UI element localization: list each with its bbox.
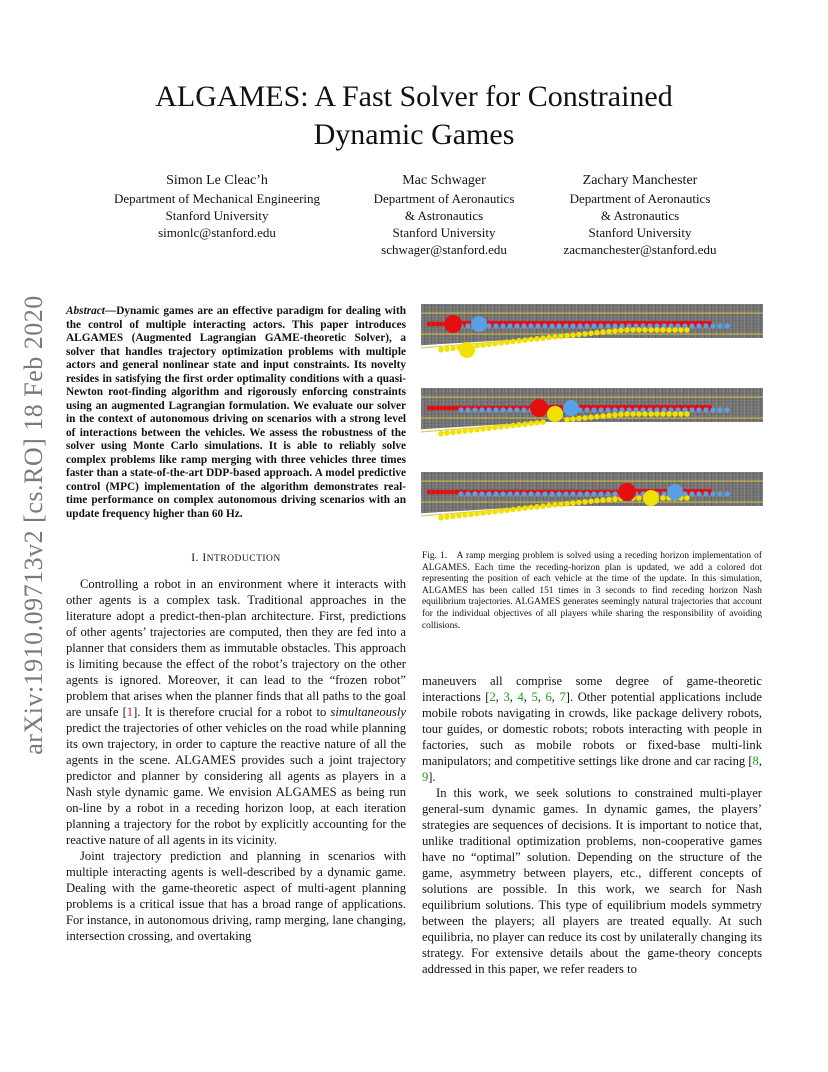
yellow-trail-dot [480,426,486,432]
blue-trail-dot [521,407,526,412]
yellow-trail-dot [636,411,642,417]
yellow-trail-dot [456,429,462,435]
text-run: ]. Other potential applications include mobile robots navigating in crowds, like package delivery robots, tour guides, or domestic robots; robots interacting with people in factories, such as mobile robots or fixed-base multi-link manipulators; and competitive settings like drone and car racing [ [422,690,763,768]
author-name: Mac Schwager [402,173,486,188]
yellow-trail-dot [630,411,636,417]
blue-trail-dot [598,407,603,412]
blue-trail-dot [703,323,708,328]
yellow-trail-dot [570,332,576,338]
blue-trail-dot [710,323,715,328]
panel-1-graphics [421,304,763,362]
section-number: I. [191,552,203,564]
panel-2-graphics [421,388,763,446]
blue-trail-dot [507,491,512,496]
arxiv-identifier: arXiv:1910.09713v2 [cs.RO] 18 Feb 2020 [19,295,48,755]
yellow-trail-dot [486,425,492,431]
yellow-trail-dot [612,412,618,418]
author-affiliation: Stanford University [392,225,496,240]
yellow-trail-dot [534,336,540,342]
blue-trail-dot [724,491,729,496]
yellow-trail-dot [636,495,642,501]
yellow-trail-dot [582,331,588,337]
yellow-trail-dot [498,508,504,514]
author-email: schwager@stanford.edu [381,242,507,257]
text-run: ]. It is therefore crucial for a robot to [133,705,331,719]
yellow-trail-dot [522,421,528,427]
blue-trail-dot [612,323,617,328]
yellow-trail-dot [588,415,594,421]
yellow-trail-dot [516,506,522,512]
paragraph-3: maneuvers all comprise some degree of game-theoretic interactions [2, 3, 4, 5, 6, 7]. Other potential applications include mobile robots navigating in crowds, like package delivery robots, tour guides, or domestic robots; robots interacting with people in factories, such as mobile robots or fixed-base multi-link manipulators; and competitive settings like drone and car racing [8, 9]. [422,674,763,784]
panel-3-graphics [421,472,763,530]
blue-trail-dot [584,407,589,412]
yellow-trail-dot [522,505,528,511]
caption-text: A ramp merging problem is solved using a receding horizon implementation of ALGAMES. Each time the receding-horizon plan is updated, we add a colored dot representing the position of each vehicle at the time of the update. In this simulation, ALGAMES has been called 151 times in 3 seconds to find receding horizon Nash equilibrium trajectories. ALGAMES generates seemingly natural trajectories that account for the individual objectives of all players while sharing the responsibility of avoiding collisions. [422,551,762,631]
yellow-trail-dot [498,340,504,346]
section-title-rest: NTRODUCTION [206,554,281,564]
blue-trail-dot [500,407,505,412]
blue-trail-dot [493,491,498,496]
blue-trail-dot [598,323,603,328]
section-heading-introduction [66,552,406,564]
yellow-trail-dot [600,413,606,419]
yellow-trail-dot [468,428,474,434]
yellow-trail-dot [480,510,486,516]
text-run: Controlling a robot in an environment where it interacts with other agents is a complex task. Traditional approaches in the literature adopt a predict-then-plan architecture. First, predictions of other agents’ trajectories are computed, then they are fed into a planner that considers them as immutable obstacles. This approach is limiting because the effect of the robot’s trajectory on the other agents is ignored. Moreover, it can lead to the “frozen robot” problem that arises when the planner finds that all paths to the goal are unsafe [ [66,577,406,719]
blue-trail-dot [584,323,589,328]
yellow-vehicle [643,490,659,506]
yellow-trail-dot [642,327,648,333]
blue-trail-dot [486,323,491,328]
yellow-trail-dot [660,327,666,333]
paper-title [60,78,768,154]
yellow-trail-dot [492,509,498,515]
author-email: simonlc@stanford.edu [158,225,276,240]
yellow-trail-dot [450,514,456,520]
yellow-trail-dot [474,343,480,349]
yellow-trail-dot [462,428,468,434]
yellow-vehicle [459,342,475,358]
author-affiliation: & Astronautics [600,208,680,223]
blue-trail-dot [493,323,498,328]
blue-trail-dot [577,491,582,496]
blue-trail-dot [556,323,561,328]
yellow-trail-dot [546,335,552,341]
abstract-label: Abstract [66,305,105,317]
yellow-trail-dot [444,430,450,436]
yellow-trail-dot [438,347,444,353]
yellow-trail-dot [552,502,558,508]
left-column-text [66,576,406,944]
yellow-trail-dot [684,411,690,417]
yellow-trail-dot [576,500,582,506]
blue-trail-dot [528,323,533,328]
yellow-trail-dot [618,412,624,418]
blue-trail-dot [479,407,484,412]
yellow-trail-dot [654,327,660,333]
yellow-trail-dot [654,411,660,417]
yellow-trail-dot [486,341,492,347]
yellow-trail-dot [606,413,612,419]
yellow-trail-dot [474,511,480,517]
yellow-trail-dot [486,509,492,515]
blue-trail-dot [689,491,694,496]
yellow-trail-dot [684,495,690,501]
figure-caption [422,551,762,632]
yellow-trail-dot [510,339,516,345]
yellow-trail-dot [540,419,546,425]
yellow-trail-dot [672,327,678,333]
yellow-trail-dot [594,330,600,336]
blue-vehicle [563,400,579,416]
yellow-trail-dot [594,414,600,420]
blue-trail-dot [696,323,701,328]
yellow-trail-dot [528,337,534,343]
blue-trail-dot [689,407,694,412]
yellow-trail-dot [462,512,468,518]
blue-trail-dot [570,491,575,496]
yellow-trail-dot [552,334,558,340]
author-affiliation: & Astronautics [404,208,484,223]
citation-link[interactable]: 9 [422,770,429,784]
text-run: ]. [428,770,436,784]
yellow-trail-dot [636,327,642,333]
blue-trail-dot [612,491,617,496]
blue-trail-dot [542,491,547,496]
blue-trail-dot [507,407,512,412]
blue-trail-dot [563,491,568,496]
citation-link[interactable]: 7 [559,690,566,704]
blue-trail-dot [605,323,610,328]
yellow-trail-dot [522,337,528,343]
yellow-trail-dot [588,499,594,505]
citation-link[interactable]: 8 [752,754,759,768]
abstract [66,305,406,521]
blue-trail-dot [479,491,484,496]
yellow-trail-dot [540,503,546,509]
yellow-trail-dot [474,427,480,433]
yellow-trail-dot [492,341,498,347]
yellow-trail-dot [582,499,588,505]
author-block-1 [97,172,337,241]
yellow-trail-dot [600,497,606,503]
yellow-trail-dot [648,327,654,333]
yellow-trail-dot [534,504,540,510]
yellow-trail-dot [540,335,546,341]
simulation-panel-3 [421,472,763,530]
section-initial: I [202,552,207,564]
yellow-trail-dot [534,420,540,426]
blue-trail-dot [591,491,596,496]
blue-trail-dot [535,323,540,328]
blue-trail-dot [514,491,519,496]
citation-link[interactable]: 2 [489,690,496,704]
blue-trail-dot [689,323,694,328]
blue-trail-dot [542,323,547,328]
author-affiliation: Stanford University [588,225,692,240]
text-run: predict the trajectories of other vehicles on the road while planning its own trajectory, in order to capture the reactive nature of all the agents in the scene. ALGAMES provides such a joint trajectory predictor and planner by considering all agents as players in a Nash style dynamic game. We envision ALGAMES as being run on-line by a robot in a receding horizon loop, at each iteration planning a trajectory for the robot by explicitly accounting for the reactive nature of all agents in its vicinity. [66,721,406,847]
blue-trail-dot [472,407,477,412]
yellow-trail-dot [444,514,450,520]
blue-trail-dot [500,491,505,496]
yellow-trail-dot [528,505,534,511]
blue-trail-dot [696,491,701,496]
abstract-text: —Dynamic games are an effective paradigm for dealing with the control of multiple interacting actors. This paper introduces ALGAMES (Augmented Lagrangian GAME-theoretic Solver), a solver that handles trajectory optimization problems with multiple actors and general nonlinear state and input constraints. Its novelty resides in satisfying the first order optimality conditions with a quasi-Newton root-finding algorithm and rigorously enforcing constraints using an augmented Lagrangian formulation. We evaluate our solver in the context of autonomous driving on scenarios with a strong level of interactions between the vehicles. We assess the robustness of the solver using Monte Carlo simulations. It is able to reliably solve complex problems like ramp merging with three vehicles three times faster than a state-of-the-art DDP-based approach. A model predictive control (MPC) implementation of the algorithm demonstrates real-time performance on complex autonomous driving scenarios with an update frequency higher than 60 Hz. [66,305,406,520]
yellow-trail-dot [546,503,552,509]
blue-trail-dot [521,491,526,496]
blue-trail-dot [465,323,470,328]
yellow-trail-dot [624,327,630,333]
blue-trail-dot [535,491,540,496]
blue-trail-dot [577,323,582,328]
blue-trail-dot [465,407,470,412]
yellow-trail-dot [612,496,618,502]
yellow-trail-dot [660,411,666,417]
yellow-trail-dot [504,423,510,429]
yellow-trail-dot [666,411,672,417]
yellow-trail-dot [576,332,582,338]
ramp-merge-figure [421,304,763,536]
blue-trail-dot [514,407,519,412]
yellow-vehicle [547,406,563,422]
paragraph-4: In this work, we seek solutions to constrained multi-player general-sum dynamic games. In dynamic games, the players’ strategies are sequences of decisions. It is important to notice that, unlike traditional optimization problems, non-cooperative games have no “optimal” solution. Depending on the structure of the game, asymmetry between players, etc., different concepts of solutions are possible. In this work, we search for Nash equilibrium solutions. This type of equilibrium models symmetry between the players; all players are treated equally. At such equilibria, no player can reduce its cost by unilaterally changing its strategy. For extensive details about the game-theory concepts addressed in this paper, we refer readers to [422,786,762,976]
blue-trail-dot [584,491,589,496]
yellow-trail-dot [600,329,606,335]
blue-trail-dot [605,407,610,412]
yellow-trail-dot [516,422,522,428]
simulation-panel-1 [421,304,763,362]
yellow-trail-dot [438,515,444,521]
author-affiliation: Department of Mechanical Engineering [113,191,321,206]
yellow-trail-dot [480,342,486,348]
paragraph-1 [66,576,406,848]
red-vehicle [618,483,636,501]
blue-trail-dot [507,323,512,328]
author-name: Zachary Manchester [582,173,698,188]
blue-trail-dot [605,491,610,496]
yellow-trail-dot [606,497,612,503]
author-affiliation: Department of Aeronautics [569,191,711,206]
author-block-3 [520,172,760,258]
blue-trail-dot [556,491,561,496]
yellow-trail-dot [558,502,564,508]
citation-link[interactable]: 4 [517,690,524,704]
yellow-trail-dot [504,339,510,345]
yellow-trail-dot [564,417,570,423]
yellow-trail-dot [618,328,624,334]
blue-trail-dot [703,407,708,412]
blue-trail-dot [703,491,708,496]
blue-trail-dot [570,323,575,328]
blue-trail-dot [514,323,519,328]
yellow-trail-dot [564,501,570,507]
blue-trail-dot [500,323,505,328]
yellow-trail-dot [528,421,534,427]
blue-trail-dot [591,407,596,412]
blue-trail-dot [612,407,617,412]
yellow-trail-dot [606,329,612,335]
yellow-trail-dot [516,338,522,344]
yellow-trail-dot [504,507,510,513]
blue-vehicle [471,316,487,332]
yellow-trail-dot [678,327,684,333]
citation-link[interactable]: 5 [531,690,538,704]
yellow-trail-dot [450,430,456,436]
caption-label: Fig. 1. [422,551,448,561]
yellow-trail-dot [576,416,582,422]
yellow-trail-dot [564,333,570,339]
red-vehicle [444,315,462,333]
blue-trail-dot [521,323,526,328]
red-vehicle [530,399,548,417]
blue-trail-dot [591,323,596,328]
yellow-trail-dot [510,507,516,513]
blue-trail-dot [472,491,477,496]
blue-trail-dot [465,491,470,496]
blue-trail-dot [486,491,491,496]
title-line-1: ALGAMES: A Fast Solver for Constrained [155,80,673,113]
citation-link[interactable]: 1 [126,705,134,719]
blue-trail-dot [717,323,722,328]
blue-trail-dot [710,407,715,412]
blue-trail-dot [710,491,715,496]
blue-trail-dot [528,491,533,496]
simulation-panel-2 [421,388,763,446]
blue-trail-dot [493,407,498,412]
yellow-trail-dot [612,328,618,334]
title-line-2: Dynamic Games [313,118,515,151]
blue-trail-dot [549,323,554,328]
blue-trail-dot [717,407,722,412]
author-affiliation: Department of Aeronautics [373,191,515,206]
blue-trail-dot [724,323,729,328]
yellow-trail-dot [444,346,450,352]
yellow-trail-dot [570,416,576,422]
blue-trail-dot [717,491,722,496]
yellow-trail-dot [498,424,504,430]
yellow-trail-dot [468,512,474,518]
blue-trail-dot [724,407,729,412]
blue-trail-dot [458,491,463,496]
emphasis-text: simultaneously [330,705,406,719]
yellow-trail-dot [558,334,564,340]
yellow-trail-dot [642,411,648,417]
right-column-text [422,673,762,977]
paragraph-2: Joint trajectory prediction and planning in scenarios with multiple interacting agents is well-described by a dynamic game. Dealing with the game-theoretic aspect of multi-agent planning problems is a critical issue that has a broad range of applications. For instance, in autonomous driving, ramp merging, lane changing, intersection crossing, and overtaking [66,849,406,943]
yellow-trail-dot [672,411,678,417]
blue-trail-dot [696,407,701,412]
yellow-trail-dot [456,513,462,519]
yellow-trail-dot [648,411,654,417]
author-affiliation: Stanford University [165,208,269,223]
author-name: Simon Le Cleac’h [166,173,268,188]
yellow-trail-dot [684,327,690,333]
citation-link[interactable]: 3 [503,690,510,704]
yellow-trail-dot [570,500,576,506]
yellow-trail-dot [594,498,600,504]
blue-trail-dot [458,407,463,412]
blue-trail-dot [549,491,554,496]
yellow-trail-dot [666,327,672,333]
yellow-trail-dot [450,346,456,352]
text-run: maneuvers all comprise some degree of game-theoretic interactions [ [422,674,762,704]
yellow-trail-dot [630,327,636,333]
blue-trail-dot [563,323,568,328]
yellow-trail-dot [624,411,630,417]
blue-vehicle [667,484,683,500]
blue-trail-dot [598,491,603,496]
blue-trail-dot [486,407,491,412]
yellow-trail-dot [588,331,594,337]
yellow-trail-dot [582,415,588,421]
author-email: zacmanchester@stanford.edu [563,242,717,257]
yellow-trail-dot [492,425,498,431]
citation-link[interactable]: 6 [545,690,552,704]
yellow-trail-dot [660,495,666,501]
arxiv-sidebar [14,285,54,765]
yellow-trail-dot [510,423,516,429]
yellow-trail-dot [438,431,444,437]
yellow-trail-dot [678,411,684,417]
